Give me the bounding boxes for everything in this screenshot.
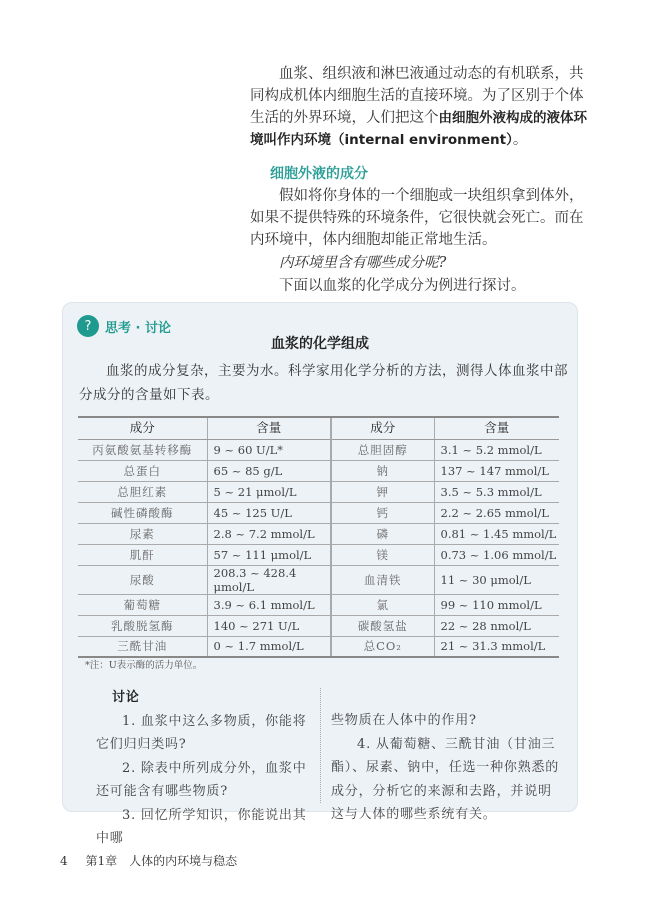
amount-cell: 5 ~ 21 μmol/L [207, 481, 331, 502]
paragraph-1 [250, 63, 592, 151]
lightbulb-icon: ? [77, 315, 99, 337]
think-discuss-box [62, 302, 578, 846]
amount-cell: 9 ~ 60 U/L* [207, 439, 331, 460]
table-row [78, 544, 559, 565]
question-4: 4. 从葡萄糖、三酰甘油（甘油三酯）、尿素、钠中，任选一种你熟悉的成分，分析它的来源和去路，并说明这与人体的哪些系统有关。 [331, 736, 560, 822]
column-header: 成分 [78, 417, 207, 439]
amount-cell: 65 ~ 85 g/L [207, 460, 331, 481]
table-row [78, 594, 559, 615]
amount-cell: 0.73 ~ 1.06 mmol/L [434, 544, 559, 565]
component-cell: 尿酸 [78, 565, 207, 594]
amount-cell: 45 ~ 125 U/L [207, 502, 331, 523]
question-3: 3. 回忆所学知识，你能说出其中哪 [96, 807, 307, 846]
table-row [78, 615, 559, 636]
component-cell: 磷 [331, 523, 434, 544]
text: 血浆、组织液和淋巴液通过动态的有机联系，共同构成机体内细胞生活的直接环境。为了区别于个体生活的外界环境，人们把这个 [250, 66, 584, 126]
table-row [78, 439, 559, 460]
component-cell: 钠 [331, 460, 434, 481]
table-row [78, 523, 559, 544]
component-cell: 葡萄糖 [78, 594, 207, 615]
table-row [78, 636, 559, 657]
component-cell: 总胆红素 [78, 481, 207, 502]
box-title: 血浆的化学组成 [271, 336, 369, 352]
component-cell: 肌酐 [78, 544, 207, 565]
table-row [78, 460, 559, 481]
question-1: 1. 血浆中这么多物质，你能将它们归归类吗? [96, 713, 307, 752]
amount-cell: 11 ~ 30 μmol/L [434, 565, 559, 594]
definition-bold: 由细胞外液构成的液体环境叫作内环境（internal environment） [250, 110, 587, 148]
component-cell: 三酰甘油 [78, 636, 207, 657]
component-cell: 总CO₂ [331, 636, 434, 657]
component-cell: 钾 [331, 481, 434, 502]
component-cell: 尿素 [78, 523, 207, 544]
box-intro: 血浆的成分复杂，主要为水。科学家用化学分析的方法，测得人体血浆中部分成分的含量如下表。 [79, 363, 568, 403]
section-heading: 细胞外液的成分 [270, 166, 368, 182]
question-text: 内环境里含有哪些成分呢? [279, 255, 447, 271]
amount-cell: 0 ~ 1.7 mmol/L [207, 636, 331, 657]
column-header: 含量 [207, 417, 331, 439]
plasma-composition-table [78, 416, 559, 658]
question-3-continued: 些物质在人体中的作用? [331, 713, 477, 728]
amount-cell: 208.3 ~ 428.4 μmol/L [207, 565, 331, 594]
discussion-right [331, 709, 563, 827]
amount-cell: 3.1 ~ 5.2 mmol/L [434, 439, 559, 460]
component-cell: 钙 [331, 502, 434, 523]
table-row [78, 481, 559, 502]
component-cell: 总蛋白 [78, 460, 207, 481]
amount-cell: 99 ~ 110 mmol/L [434, 594, 559, 615]
component-cell: 血清铁 [331, 565, 434, 594]
table-row [78, 565, 559, 594]
page-number: 4 [60, 854, 68, 868]
page-footer [60, 852, 251, 869]
component-cell: 总胆固醇 [331, 439, 434, 460]
amount-cell: 0.81 ~ 1.45 mmol/L [434, 523, 559, 544]
amount-cell: 2.2 ~ 2.65 mmol/L [434, 502, 559, 523]
discussion-left [96, 686, 318, 851]
amount-cell: 137 ~ 147 mmol/L [434, 460, 559, 481]
chapter-title: 第1章 人体的内环境与稳态 [85, 854, 238, 868]
component-cell: 碱性磷酸酶 [78, 502, 207, 523]
table-row [78, 502, 559, 523]
component-cell: 碳酸氢盐 [331, 615, 434, 636]
paragraph-2: 假如将你身体的一个细胞或一块组织拿到体外，如果不提供特殊的环境条件，它很快就会死亡。而在内环境中，体内细胞却能正常地生活。 [250, 188, 584, 248]
component-cell: 镁 [331, 544, 434, 565]
text: 。 [512, 132, 528, 148]
amount-cell: 3.9 ~ 6.1 mmol/L [207, 594, 331, 615]
amount-cell: 21 ~ 31.3 mmol/L [434, 636, 559, 657]
discussion-title: 讨论 [112, 690, 140, 705]
amount-cell: 3.5 ~ 5.3 mmol/L [434, 481, 559, 502]
question-2: 2. 除表中所列成分外，血浆中还可能含有哪些物质? [96, 760, 307, 799]
column-divider [320, 688, 321, 803]
amount-cell: 140 ~ 271 U/L [207, 615, 331, 636]
column-header: 成分 [331, 417, 434, 439]
amount-cell: 57 ~ 111 μmol/L [207, 544, 331, 565]
component-cell: 丙氨酸氨基转移酶 [78, 439, 207, 460]
component-cell: 氯 [331, 594, 434, 615]
table-note: *注：U表示酶的活力单位。 [85, 660, 203, 671]
badge-label: 思考 · 讨论 [105, 320, 171, 336]
amount-cell: 22 ~ 28 nmol/L [434, 615, 559, 636]
paragraph-3: 下面以血浆的化学成分为例进行探讨。 [279, 278, 526, 294]
column-header: 含量 [434, 417, 559, 439]
component-cell: 乳酸脱氢酶 [78, 615, 207, 636]
amount-cell: 2.8 ~ 7.2 mmol/L [207, 523, 331, 544]
